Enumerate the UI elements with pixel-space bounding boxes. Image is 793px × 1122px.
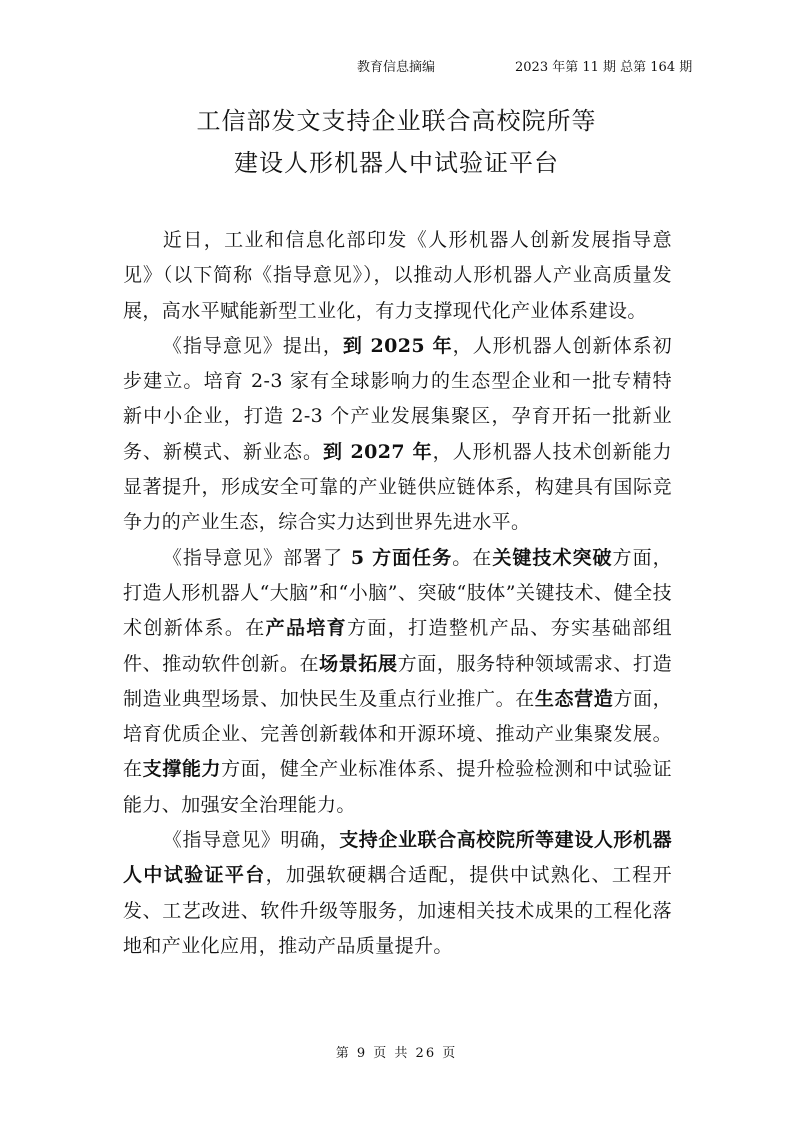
bold-text: 产品培育: [265, 617, 348, 640]
page-footer: 第 9 页 共 26 页: [335, 1046, 458, 1061]
bold-text: 场景拓展: [319, 652, 398, 675]
text: 方面，培育优质企业、完善创新载体和开源环境、推动产业集聚发展。在: [123, 687, 673, 781]
paragraph-4: [123, 823, 672, 964]
bold-text: 生态营造: [534, 687, 614, 710]
text: 《指导意见》明确，: [162, 829, 340, 852]
article-title-line-1: 工信部发文支持企业联合高校院所等: [196, 107, 597, 135]
text: 方面，健全产业标准体系、提升检验检测和中试验证能力、加强安全治理能力。: [123, 758, 673, 816]
text: 《指导意见》部署了: [162, 546, 344, 569]
paragraph-1: 近日，工业和信息化部印发《人形机器人创新发展指导意见》（以下简称《指导意见》），以推动人形机器人产业高质量发展，高水平赋能新型工业化，有力支撑现代化产业体系建设。: [123, 229, 672, 322]
text: ，人形机器人创新体系初步建立。培育 2-3 家有全球影响力的生态型企业和一批专精特新中小企业，打造 2-3 个产业发展集聚区，孕育开拓一批新业务、新模式、新业态。: [123, 334, 673, 463]
bold-text: 支持企业联合高校院所等建设人形机器人中试验证平台: [123, 829, 672, 887]
text: 方面，打造人形机器人“大脑”和“小脑”、突破“肢体”关键技术、健全技术创新体系。在: [123, 546, 673, 640]
article-title-line-2: 建设人形机器人中试验证平台: [234, 149, 559, 177]
bold-text: 到 2025 年: [342, 334, 453, 357]
page-header: [0, 56, 793, 76]
bold-text: 关键技术突破: [492, 546, 613, 569]
bold-text: 到 2027 年: [322, 440, 433, 463]
publication-name: 教育信息摘编: [357, 60, 436, 75]
text: 方面，打造整机产品、夯实基础部组件、推动软件创新。在: [123, 617, 672, 675]
text: 方面，服务特种领域需求、打造制造业典型场景、加快民生及重点行业推广。在: [123, 652, 672, 710]
bold-text: 支撑能力: [142, 758, 222, 781]
text: 。在: [452, 546, 493, 569]
paragraph-2: [123, 329, 672, 541]
article-title: [0, 100, 793, 184]
text: ，人形机器人技术创新能力显著提升，形成安全可靠的产业链供应链体系，构建具有国际竞争力的产业生态，综合实力达到世界先进水平。: [123, 440, 672, 534]
bold-text: 5 方面任务: [343, 546, 453, 569]
article-body: [123, 223, 672, 964]
paragraph-3: [123, 541, 672, 823]
issue-number: 2023 年第 11 期 总第 164 期: [515, 60, 693, 75]
text: ，加强软硬耦合适配，提供中试熟化、工程开发、工艺改进、软件升级等服务，加速相关技术成果的工程化落地和产业化应用，推动产品质量提升。: [123, 864, 672, 957]
text: 《指导意见》提出，: [162, 334, 343, 357]
